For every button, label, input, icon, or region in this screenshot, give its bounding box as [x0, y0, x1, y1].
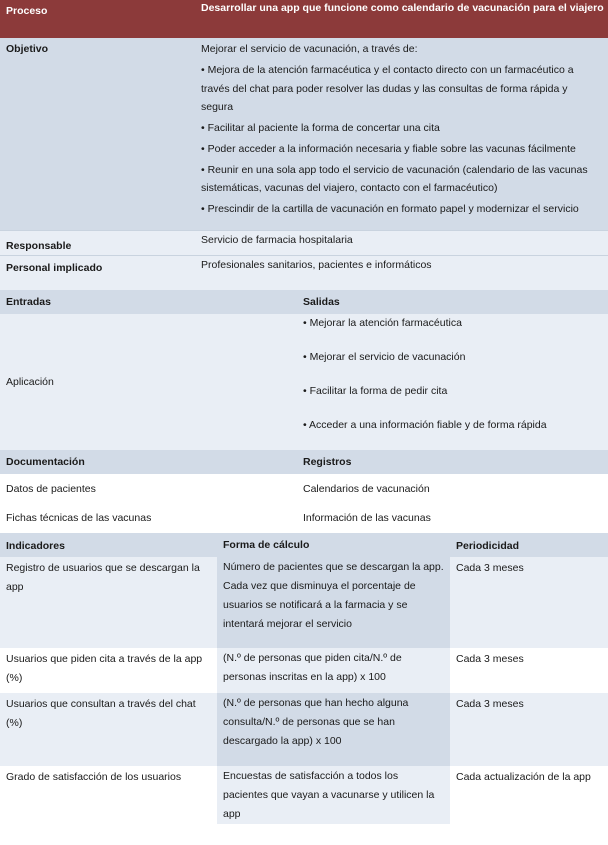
indicador-row [0, 648, 608, 693]
documentacion-item: Fichas técnicas de las vacunas [6, 512, 152, 524]
salida-item: • Mejorar la atención farmacéutica [303, 317, 462, 329]
registros-label: Registros [303, 455, 352, 468]
objetivo-row [0, 38, 608, 230]
salida-item: • Mejorar el servicio de vacunación [303, 351, 466, 363]
entradas-salidas-body [0, 314, 608, 450]
registro-item: Información de las vacunas [303, 512, 431, 524]
personal-label: Personal implicado [6, 262, 103, 274]
indicador-name: Grado de satisfacción de los usuarios [0, 766, 217, 824]
objetivo-bullet: • Poder acceder a la información necesaria y fiable sobre las vacunas fácilmente [201, 142, 576, 155]
documentacion-label: Documentación [6, 455, 85, 468]
proceso-label: Proceso [6, 5, 48, 17]
documentacion-header [0, 450, 608, 474]
objetivo-content [195, 38, 608, 230]
documentacion-item: Datos de pacientes [6, 482, 96, 495]
indicadores-col-header: Indicadores [6, 539, 65, 552]
personal-row [0, 255, 608, 290]
proceso-value: Desarrollar una app que funcione como calendario de vacunación para el viajero [201, 2, 604, 14]
indicadores-header [0, 533, 608, 557]
indicador-calculo: (N.º de personas que piden cita/N.º de personas inscritas en la app) x 100 [217, 648, 450, 693]
indicador-row [0, 557, 608, 648]
responsable-value: Servicio de farmacia hospitalaria [201, 234, 353, 246]
objetivo-intro: Mejorar el servicio de vacunación, a través de: [201, 43, 418, 55]
responsable-label: Responsable [6, 240, 72, 252]
objetivo-bullet: • Reunir en una sola app todo el servicio de vacunación (calendario de las vacunas sistemáticas, vacunas del viajero, contacto con el farmacéutico) [201, 163, 588, 194]
entradas-label: Entradas [6, 295, 51, 308]
salida-item: • Acceder a una información fiable y de forma rápida [303, 419, 547, 431]
objetivo-bullet: • Facilitar al paciente la forma de concertar una cita [201, 121, 440, 134]
indicador-calculo: Número de pacientes que se descargan la app. Cada vez que disminuya el porcentaje de usuarios se notificará a la farmacia y se intentará mejorar el servicio [217, 557, 450, 648]
entradas-salidas-header [0, 290, 608, 314]
personal-value: Profesionales sanitarios, pacientes e informáticos [201, 259, 432, 271]
responsable-row [0, 230, 608, 255]
indicador-name: Usuarios que piden cita a través de la app (%) [0, 648, 217, 693]
salidas-label: Salidas [303, 295, 340, 308]
documentacion-row [0, 504, 608, 533]
periodicidad-col-header: Periodicidad [456, 539, 520, 552]
calculo-col-header: Forma de cálculo [223, 539, 310, 551]
indicador-row [0, 766, 608, 824]
indicador-calculo: (N.º de personas que han hecho alguna consulta/N.º de personas que se han descargado la app) x 100 [217, 693, 450, 766]
indicador-periodicidad: Cada 3 meses [450, 557, 608, 648]
salida-item: • Facilitar la forma de pedir cita [303, 385, 448, 397]
indicador-periodicidad: Cada 3 meses [450, 648, 608, 693]
objetivo-bullet: • Mejora de la atención farmacéutica y el contacto directo con un farmacéutico a través del chat para poder resolver las dudas y las consultas de forma rápida y segura [201, 64, 574, 113]
documentacion-row [0, 474, 608, 504]
indicador-periodicidad: Cada actualización de la app [450, 766, 608, 824]
objetivo-label: Objetivo [6, 43, 49, 55]
indicador-row [0, 693, 608, 766]
indicador-periodicidad: Cada 3 meses [450, 693, 608, 766]
objetivo-bullet: • Prescindir de la cartilla de vacunación en formato papel y modernizar el servicio [201, 202, 579, 215]
indicador-name: Registro de usuarios que se descargan la app [0, 557, 217, 648]
salidas-list [297, 314, 608, 450]
registro-item: Calendarios de vacunación [303, 482, 430, 495]
indicador-calculo: Encuestas de satisfacción a todos los pacientes que vayan a vacunarse y utilicen la app [217, 766, 450, 824]
entrada-text: Aplicación [6, 375, 54, 388]
proceso-row [0, 0, 608, 38]
indicador-name: Usuarios que consultan a través del chat (%) [0, 693, 217, 766]
entrada-value [0, 314, 297, 450]
